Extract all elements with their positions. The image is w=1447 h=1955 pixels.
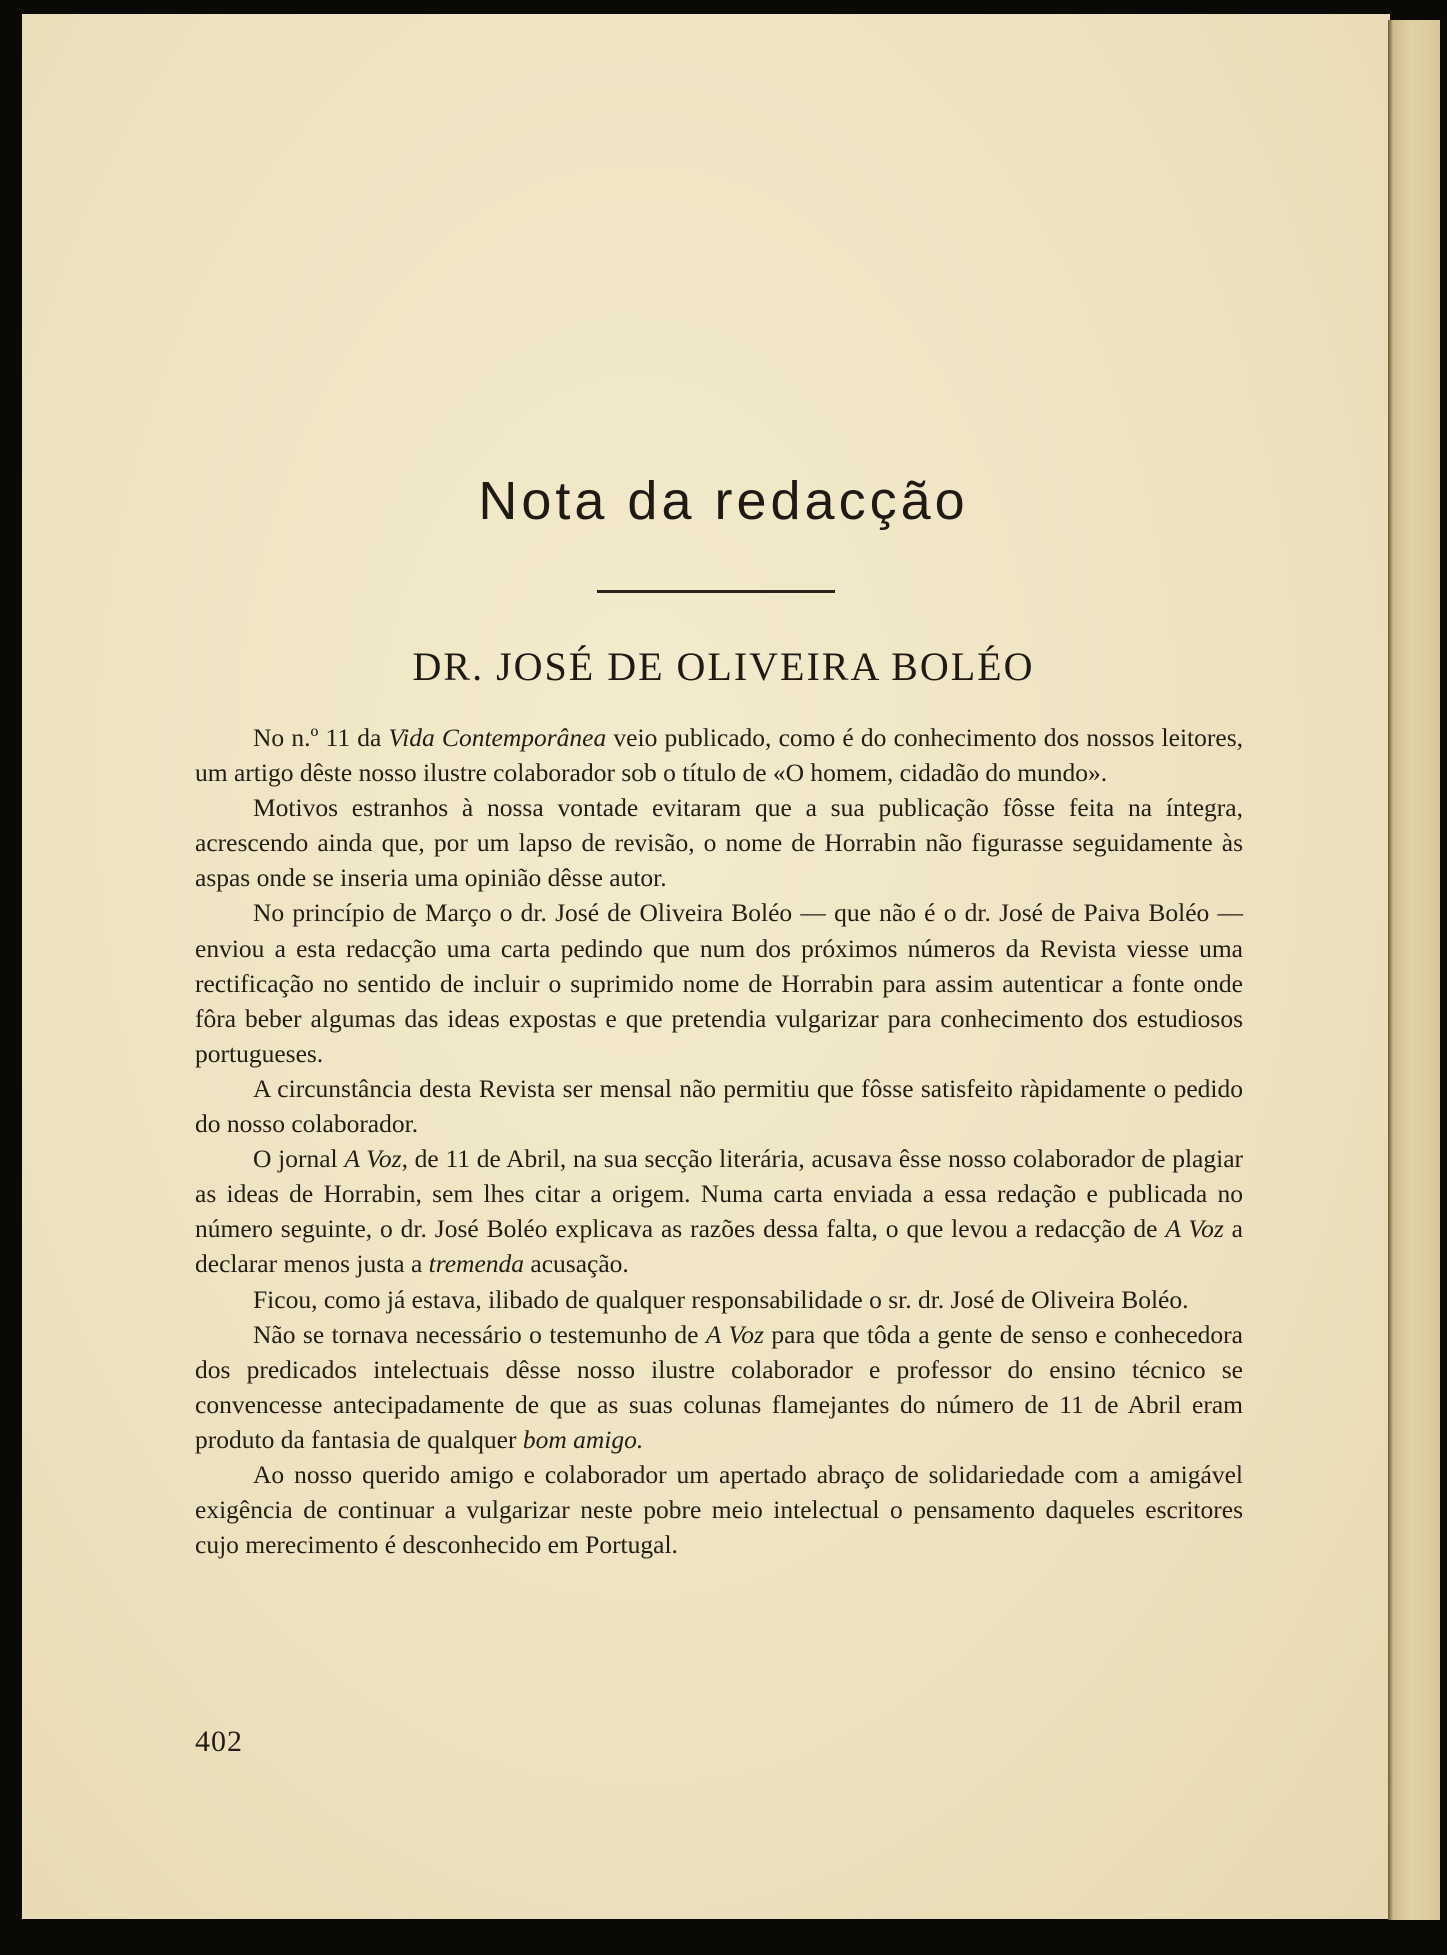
paragraph-4: A circunstância desta Revista ser mensal não permitiu que fôsse satisfeito ràpidamente o pedido do nosso colaborador.: [195, 1073, 1243, 1139]
newspaper-title: A Voz: [1165, 1214, 1224, 1244]
paragraph-text: para que tôda a gente de senso e conhecedora dos predicados intelectuais dêsse nosso ilustre colaborador e professor do ensino técnico se convencesse antecipadamente de que as suas colunas flamejantes do número de 11 de Abril eram produto da fantasia de qualquer: [195, 1319, 1243, 1454]
paragraph-1: [195, 720, 1243, 790]
paragraph-7: [195, 1317, 1243, 1457]
paragraph-text: acusação.: [524, 1249, 629, 1279]
paragraph-text: Não se tornava necessário o testemunho de: [253, 1319, 706, 1349]
section-heading: DR. JOSÉ DE OLIVEIRA BOLÉO: [412, 644, 1035, 689]
paragraph-text: No n.º 11 da: [253, 723, 389, 752]
paragraph-5: [195, 1141, 1243, 1281]
newspaper-title: A Voz: [705, 1319, 764, 1349]
paragraph-text: veio publicado, como é do conhecimento dos nossos leitores, um artigo dêste nosso ilustre colaborador sob o título de «O homem, cidadão do mundo».: [195, 723, 1243, 788]
paragraph-2: Motivos estranhos à nossa vontade evitaram que a sua publicação fôsse feita na íntegra, acrescendo ainda que, por um lapso de revisão, o nome de Horrabin não figurasse seguidamente às aspas onde se inseria uma opinião dêsse autor.: [195, 793, 1243, 893]
journal-title: Vida Contemporânea: [388, 723, 607, 752]
page-edge: [1388, 20, 1440, 1920]
emphasis: tremenda: [428, 1249, 525, 1279]
paragraph-text: a declarar menos justa a: [195, 1214, 1243, 1279]
emphasis: bom amigo.: [522, 1424, 644, 1454]
paragraph-6: Ficou, como já estava, ilibado de qualquer responsabilidade o sr. dr. José de Oliveira Boléo.: [253, 1284, 1189, 1314]
paragraph-text: O jornal: [253, 1144, 345, 1174]
newspaper-title: A Voz: [344, 1144, 402, 1174]
paragraph-8: Ao nosso querido amigo e colaborador um apertado abraço de solidariedade com a amigável exigência de continuar a vulgarizar neste pobre meio intelectual o pensamento daqueles escritores cujo merecimento é desconhecido em Portugal.: [195, 1459, 1243, 1560]
paragraph-text: , de 11 de Abril, na sua secção literária, acusava êsse nosso colaborador de plagiar as ideas de Horrabin, sem lhes citar a origem. Numa carta enviada a essa redação e publicada no número seguinte, o dr. José Boléo explicava as razões dessa falta, o que levou a redacção de: [195, 1144, 1243, 1244]
paragraph-3: No princípio de Março o dr. José de Oliveira Boléo — que não é o dr. José de Paiva Boléo — enviou a esta redacção uma carta pedindo que num dos próximos números da Revista viesse uma rectificação no sentido de incluir o suprimido nome de Horrabin para assim autenticar a fonte onde fôra beber algumas das ideas expostas e que pretendia vulgarizar para conhecimento dos estudiosos portugueses.: [195, 898, 1243, 1068]
page-number: 402: [195, 1725, 243, 1758]
title-divider: [597, 590, 835, 593]
page-title: Nota da redacção: [478, 471, 969, 531]
article-body: [195, 720, 1243, 1562]
